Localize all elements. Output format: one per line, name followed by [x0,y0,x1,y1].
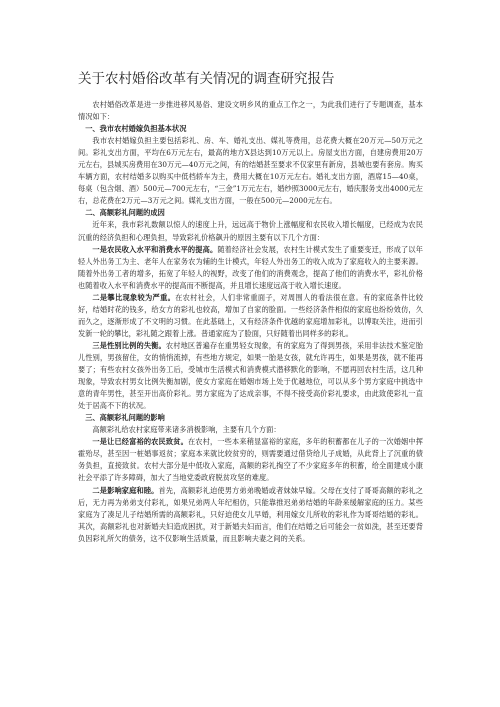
paragraph-4-text: 在农村社会，人们非常重面子，对周围人的看法很在意。有的家庭条件比较好，结婚时花的钱多，给女方的彩礼也较高，增加了自家的脸面。一些经济条件相似的家庭也纷纷效仿，久而久之，逐渐形成了不文明的习惯。在此基础上，又有经济条件优越的家庭增加彩礼，以博取关注，进而引发新一轮的攀比，彩礼随之跟着上涨。普通家庭为了脸面，只好随着出同样多的彩礼。 [78,292,424,338]
section-heading-1: 一、我市农村婚嫁负担基本状况 [85,124,187,134]
intro-paragraph: 农村婚俗改革是进一步推进移风易俗、建设文明乡风的重点工作之一，为此我们进行了专题调查，基本情况如下： [78,100,423,122]
paragraph-8-text: 首先，高额彩礼迫使男方弟弟晚婚或者妹妹早嫁。父母在支付了哥哥高额的彩礼之后，无力再为弟弟支付彩礼，如果兄弟两人年纪相仿，只能靠推迟弟弟结婚的年龄来缓解家庭的压力。某些家庭为了凑足儿子结婚所需的高额彩礼，只好迫使女儿早婚，利用嫁女儿所收的彩礼作为哥哥结婚的彩礼。其次，高额彩礼也对新婚夫妇造成困扰，对于新婚夫妇而言，他们在结婚之后可能会一贫如洗，甚至还要背负因彩礼所欠的债务，这不仅影响生活质量，而且影响夫妻之间的关系。 [78,485,424,543]
paragraph-6: 高额彩礼给农村家庭带来诸多消极影响，主要有几个方面： [92,425,281,435]
section-heading-3: 三、高额彩礼问题的影响 [85,413,165,423]
paragraph-3-text: 随着经济社会发展，农村生计模式发生了重要变迁，形成了以年轻人外出务工为主、老年人在家务农为辅的生计模式，年轻人外出务工的收入成为了家庭收入的主要来源。随着外出务工者的增多，拓宽了年轻人的视野，改变了他们的消费观念，提高了他们的消费水平，彩礼价格也随着收入水平和消费水平的提高而不断提高，并且增长速度远高于收入增长速度。 [78,244,423,290]
paragraph-8 [78,485,423,545]
paragraph-5 [78,340,423,412]
paragraph-4-lead: 二是攀比现象较为严重。 [92,292,176,302]
paragraph-3-lead: 一是农民收入水平和消费水平的提高。 [92,244,218,254]
paragraph-8-lead: 二是影响家庭和睦。 [92,485,159,495]
paragraph-2: 近年来，我市彩礼数额以惊人的速度上升，远远高于物价上涨幅度和农民收入增长幅度，已经成为农民沉重的经济负担和心理负担，导致彩礼价格飙升的原因主要有以下几个方面： [78,220,423,242]
paragraph-4 [78,292,423,340]
paragraph-1: 我市农村婚嫁负担主要包括彩礼、房、车、婚礼支出、媒礼等费用，总花费大概在20万元—50万元之间。彩礼支出方面，平均在6万元左右，最高的地方X县达到10万元以上。房屋支出方面，自建房费用20万元左右，县城买房费用在30万元—40万元之间，有的结婚甚至要求不仅家里有新房，县城也要有套房。购买车辆方面，农村结婚多以购买中低档轿车为主，费用大概在10万元左右。婚礼支出方面，酒席15—40桌，每桌（包含烟、酒）500元—700元左右，“三金”1万元左右，婚纱照3000元左右，婚庆服务支出4000元左右，总花费在2万元—3万元之间。媒礼支出方面，一般在500元—2000元左右。 [78,136,423,206]
document-title: 关于农村婚俗改革有关情况的调查研究报告 [78,71,335,87]
paragraph-7-lead: 一是让已经富裕的农民致贫。 [92,437,188,447]
document-body [78,99,423,545]
paragraph-7 [78,436,423,484]
paragraph-5-lead: 三是性别比例的失衡。 [92,340,166,350]
paragraph-7-text: 在农村，一些本来稍显富裕的家庭，多年的积蓄都在儿子的一次婚姻中挥霍殆尽，甚至因一桩婚事返贫；家庭本来就比较贫穷的，则需要通过借贷给儿子成婚，从此背上了沉重的债务负担，直接致贫。农村大部分是中低收入家庭，高额的彩礼掏空了不少家庭多年的积蓄，给全面建成小康社会平添了许多障碍，加大了当地党委政府脱贫攻坚的难度。 [78,437,423,483]
paragraph-5-text: 农村地区普遍存在重男轻女现象，有的家庭为了得到男孩，采用非法技术鉴定胎儿性别，男孩留住，女的悄悄流掉，有些地方规定，如果一胎是女孩，就允许再生，如果是男孩，就不能再要了；有些农村女孩外出务工后，受城市生活模式和消费模式潜移默化的影响，不愿再回农村生活，这几种现象，导致农村男女比例失衡加剧，使女方家庭在婚姻市场上处于优越地位，可以从多个男方家庭中挑选中意的青年男性，甚至开出高价彩礼。男方家庭为了达成亲事，不得不接受高价彩礼要求，由此致使彩礼一直处于居高不下的状况。 [78,340,423,411]
paragraph-3 [78,244,423,292]
section-heading-2: 二、高额彩礼问题的成因 [85,208,165,218]
